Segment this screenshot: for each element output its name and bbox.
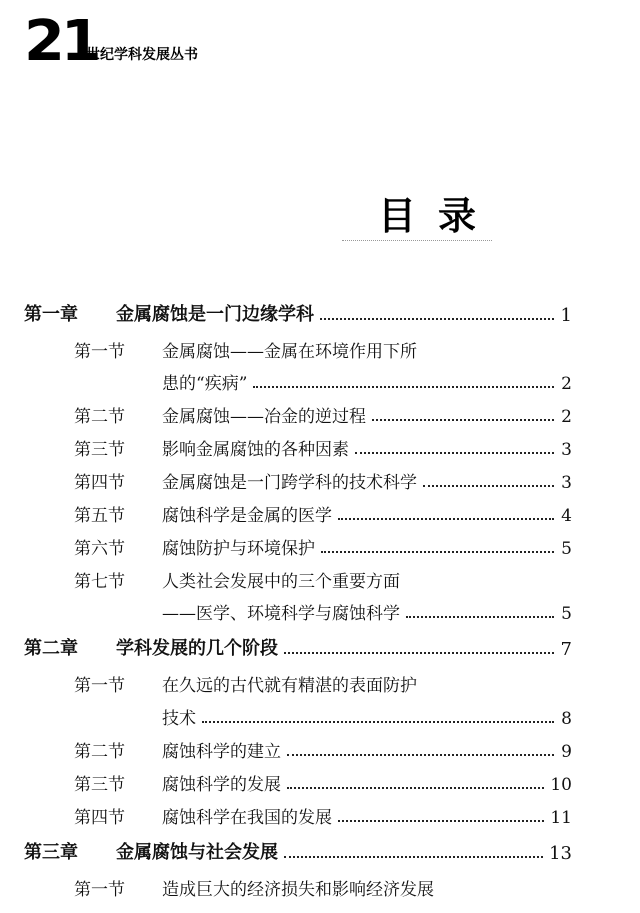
entry-text: 人类社会发展中的三个重要方面 — [162, 572, 400, 592]
dot-leader — [321, 551, 554, 553]
series-logo-number: 21 — [24, 9, 98, 74]
entry-label: 第三章 — [24, 842, 78, 863]
entry-text: 金属腐蚀是一门边缘学科 — [116, 304, 314, 325]
entry-text: 腐蚀科学是金属的医学 — [162, 506, 332, 526]
page-number: 9 — [561, 742, 572, 762]
entry-text: 腐蚀科学的建立 — [162, 742, 281, 762]
entry-text: ——医学、环境科学与腐蚀科学 — [162, 604, 400, 624]
entry-text: 影响金属腐蚀的各种因素 — [162, 440, 349, 460]
entry-label: 第一节 — [74, 342, 125, 362]
entry-text: 技术 — [162, 709, 196, 729]
entry-text: 造成巨大的经济损失和影响经济发展 — [162, 880, 434, 900]
entry-text: 金属腐蚀与社会发展 — [116, 842, 278, 863]
entry-text: 金属腐蚀是一门跨学科的技术科学 — [162, 473, 417, 493]
entry-label: 第一节 — [74, 676, 125, 696]
entry-label: 第二章 — [24, 638, 78, 659]
entry-label: 第二节 — [74, 742, 125, 762]
dot-leader — [423, 485, 554, 487]
dot-leader — [287, 754, 554, 756]
dot-leader — [338, 518, 554, 520]
toc-section-2-1[interactable] — [74, 670, 572, 696]
dot-leader — [253, 386, 554, 388]
page-number: 3 — [561, 473, 572, 493]
dot-leader — [355, 452, 554, 454]
entry-label: 第五节 — [74, 506, 125, 526]
page-number: 3 — [561, 440, 572, 460]
page-number: 13 — [549, 843, 572, 864]
entry-text: 金属腐蚀——冶金的逆过程 — [162, 407, 366, 427]
toc-section-1-4[interactable] — [74, 467, 572, 493]
toc-section-2-3[interactable] — [74, 769, 572, 795]
page-number: 5 — [561, 539, 572, 559]
dot-leader — [338, 820, 544, 822]
dot-leader — [320, 318, 554, 320]
page-number: 7 — [560, 639, 572, 660]
toc-section-1-5[interactable] — [74, 500, 572, 526]
entry-text: 在久远的古代就有精湛的表面防护 — [162, 676, 417, 696]
toc-section-1-2[interactable] — [74, 401, 572, 427]
page-number: 4 — [561, 506, 572, 526]
toc-section-1-7[interactable] — [74, 566, 572, 592]
toc-section-3-1[interactable] — [74, 874, 572, 900]
dot-leader — [287, 787, 544, 789]
entry-label: 第三节 — [74, 775, 125, 795]
page-number: 5 — [561, 604, 572, 624]
page-number: 11 — [550, 808, 572, 828]
page-number: 8 — [561, 709, 572, 729]
toc-section-2-1-cont[interactable] — [162, 703, 572, 729]
page-number: 2 — [561, 407, 572, 427]
toc-section-2-2[interactable] — [74, 736, 572, 762]
entry-text: 学科发展的几个阶段 — [116, 638, 278, 659]
toc-section-1-3[interactable] — [74, 434, 572, 460]
entry-label: 第四节 — [74, 473, 125, 493]
series-name: 世纪学科发展丛书 — [86, 47, 198, 63]
entry-label: 第四节 — [74, 808, 125, 828]
toc-chapter-2[interactable] — [24, 634, 572, 660]
entry-label: 第一章 — [24, 304, 78, 325]
page-number: 2 — [561, 374, 572, 394]
entry-label: 第二节 — [74, 407, 125, 427]
toc-chapter-3[interactable] — [24, 838, 572, 864]
dot-leader — [202, 721, 554, 723]
page-number: 1 — [560, 305, 572, 326]
entry-text: 金属腐蚀——金属在环境作用下所 — [162, 342, 417, 362]
toc-section-1-1[interactable] — [74, 336, 572, 362]
dot-leader — [284, 856, 543, 858]
entry-text: 腐蚀科学在我国的发展 — [162, 808, 332, 828]
dot-leader — [406, 616, 554, 618]
entry-text: 患的“疾病” — [162, 374, 248, 394]
entry-text: 腐蚀科学的发展 — [162, 775, 281, 795]
dot-leader — [372, 419, 554, 421]
entry-label: 第一节 — [74, 880, 125, 900]
entry-label: 第三节 — [74, 440, 125, 460]
toc-section-1-7-cont[interactable] — [162, 598, 572, 624]
toc-section-1-1-cont[interactable] — [162, 368, 572, 394]
entry-label: 第七节 — [74, 572, 125, 592]
entry-label: 第六节 — [74, 539, 125, 559]
toc-section-1-6[interactable] — [74, 533, 572, 559]
entry-text: 腐蚀防护与环境保护 — [162, 539, 315, 559]
dot-leader — [284, 652, 554, 654]
toc-chapter-1[interactable] — [24, 300, 572, 326]
toc-title: 目录 — [378, 194, 499, 238]
page-number: 10 — [550, 775, 572, 795]
toc-section-2-4[interactable] — [74, 802, 572, 828]
